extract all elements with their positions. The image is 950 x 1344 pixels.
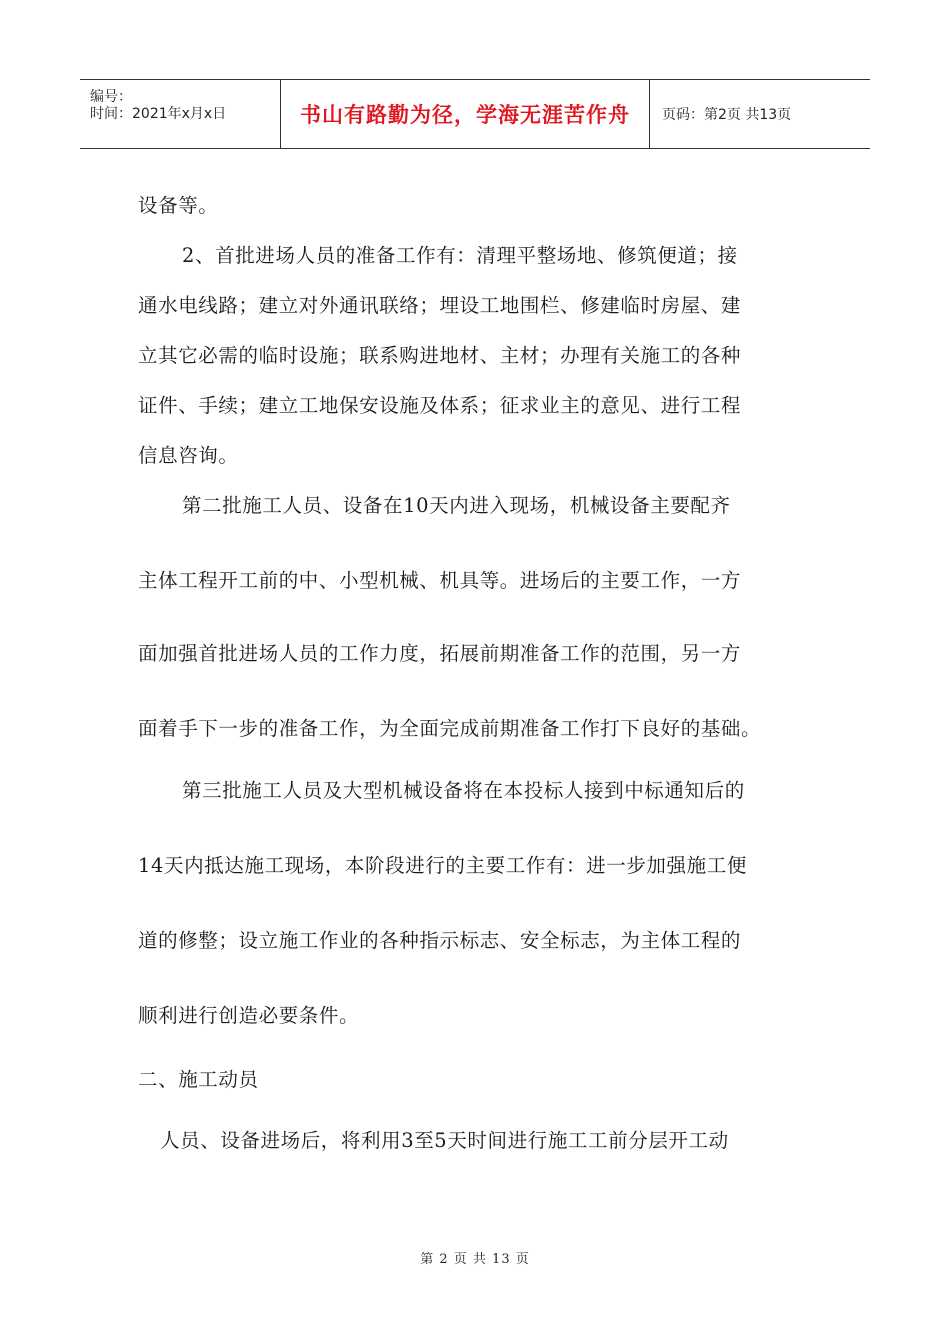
body-line: 道的修整；设立施工作业的各种指示标志、安全标志，为主体工程的: [138, 929, 742, 952]
header-page-info: 页码：第2页 共13页: [662, 107, 792, 123]
body-line: 14天内抵达施工现场，本阶段进行的主要工作有：进一步加强施工便: [138, 854, 747, 877]
header-meta: [80, 80, 280, 148]
header-motto: 书山有路勤为径，学海无涯苦作舟: [300, 102, 630, 127]
body-line: 立其它必需的临时设施；联系购进地材、主材；办理有关施工的各种: [138, 344, 742, 367]
body-line: 人员、设备进场后，将利用3至5天时间进行施工工前分层开工动: [160, 1129, 729, 1152]
document-time-label: 时间：2021年x月x日: [90, 106, 227, 122]
body-line: 主体工程开工前的中、小型机械、机具等。进场后的主要工作，一方: [138, 569, 742, 592]
page-header: [80, 79, 870, 149]
body-line: 第三批施工人员及大型机械设备将在本投标人接到中标通知后的: [182, 779, 745, 802]
body-line: 2、首批进场人员的准备工作有：清理平整场地、修筑便道；接: [182, 244, 738, 267]
body-line: 通水电线路；建立对外通讯联络；埋设工地围栏、修建临时房屋、建: [138, 294, 742, 317]
body-line: 顺利进行创造必要条件。: [138, 1004, 360, 1027]
section-heading: 二、施工动员: [138, 1068, 259, 1091]
body-line: 信息咨询。: [138, 444, 239, 467]
body-line: 面着手下一步的准备工作，为全面完成前期准备工作打下良好的基础。: [138, 717, 762, 740]
page-footer: 第 2 页 共 13 页: [420, 1252, 530, 1267]
header-divider: [649, 80, 650, 148]
body-line: 第二批施工人员、设备在10天内进入现场，机械设备主要配齐: [182, 494, 731, 517]
body-line: 面加强首批进场人员的工作力度，拓展前期准备工作的范围，另一方: [138, 642, 742, 665]
document-number-label: 编号：: [90, 89, 132, 105]
body-line: 证件、手续；建立工地保安设施及体系；征求业主的意见、进行工程: [138, 394, 742, 417]
body-line: 设备等。: [138, 194, 219, 217]
